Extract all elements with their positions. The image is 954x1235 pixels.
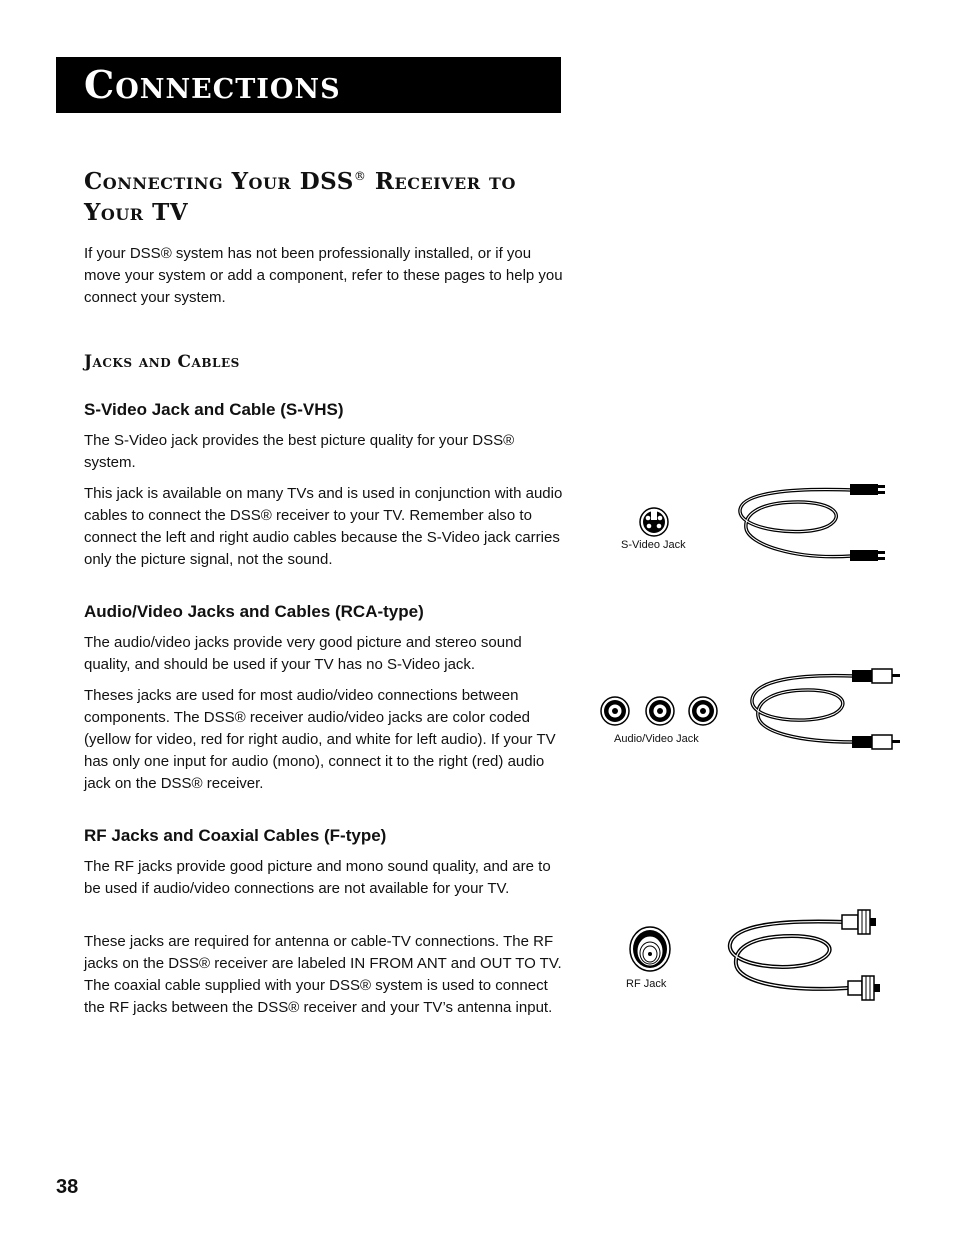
page-title: Connections bbox=[84, 62, 341, 107]
rf-paragraph-2: These jacks are required for antenna or cable-TV connections. The RF jacks on the DSS® receiver are labeled IN FROM ANT and OUT TO TV. The coaxial cable supplied with your DSS® system is used to connect the RF jacks between the DSS® receiver and your TV’s antenna input. bbox=[84, 933, 562, 1016]
av-paragraph-2: Theses jacks are used for most audio/video connections between components. The DSS® receiver audio/video jacks are color coded (yellow for video, red for right audio, and white for left audio). If your TV has only one input for audio (mono), connect it to the right (red) audio jack on the DSS® receiver. bbox=[84, 687, 556, 792]
svideo-paragraph-2: This jack is available on many TVs and is used in conjunction with audio cables to connect the DSS® receiver to your TV. Remember also to connect the left and right audio cables because the S-Video jack carries only the picture signal, not the sound. bbox=[84, 485, 563, 568]
page-number: 38 bbox=[56, 1176, 79, 1198]
rf-paragraph-1: The RF jacks provide good picture and mono sound quality, and are to be used if audio/video connections are not available for your TV. bbox=[84, 858, 551, 897]
av-heading: Audio/Video Jacks and Cables (RCA-type) bbox=[84, 602, 424, 621]
svideo-jack-icon bbox=[638, 506, 670, 538]
coax-cable-icon bbox=[724, 908, 884, 1004]
svideo-jack-caption: S-Video Jack bbox=[621, 539, 686, 551]
header-banner bbox=[56, 57, 561, 113]
rf-heading: RF Jacks and Coaxial Cables (F-type) bbox=[84, 826, 387, 845]
svideo-paragraph-1: The S-Video jack provides the best picture quality for your DSS® system. bbox=[84, 432, 515, 471]
svideo-cable-icon bbox=[734, 478, 890, 568]
av-paragraph-1: The audio/video jacks provide very good picture and stereo sound quality, and should be used if your TV has no S-Video jack. bbox=[84, 634, 522, 673]
section-title bbox=[84, 166, 554, 228]
rf-jack-icon bbox=[628, 925, 672, 973]
section-title-text-end: Receiver to Your TV bbox=[84, 168, 516, 226]
intro-paragraph: If your DSS® system has not been professionally installed, or if you move your system or add a component, refer to these pages to help you connect your system. bbox=[84, 245, 563, 306]
svideo-heading: S-Video Jack and Cable (S-VHS) bbox=[84, 400, 344, 419]
rca-cable-icon bbox=[748, 664, 902, 752]
section-title-text: Connecting Your DSS bbox=[84, 168, 354, 195]
av-jack-caption: Audio/Video Jack bbox=[614, 733, 699, 745]
rf-jack-caption: RF Jack bbox=[626, 978, 667, 990]
registered-mark: ® bbox=[353, 169, 367, 183]
jacks-and-cables-heading: Jacks and Cables bbox=[84, 352, 240, 372]
av-jack-icon bbox=[599, 694, 721, 728]
